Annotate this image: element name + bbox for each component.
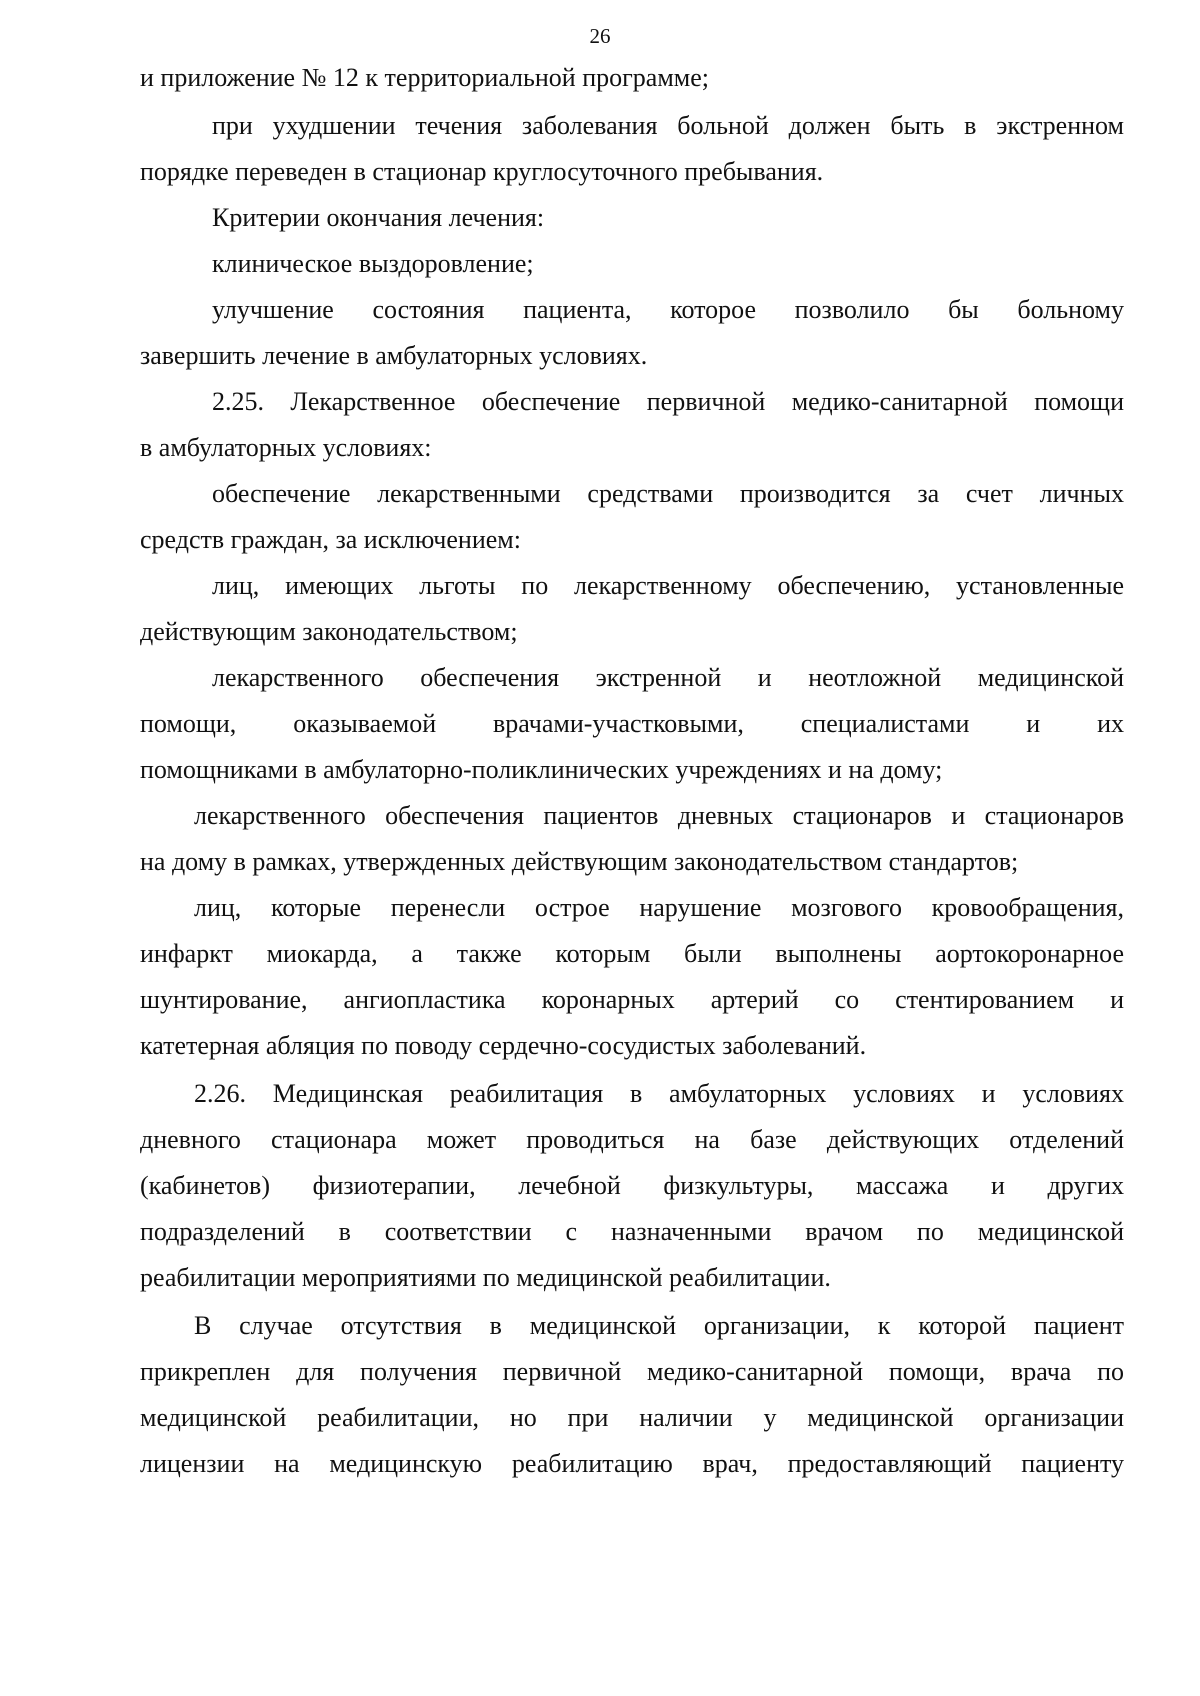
text-line: лицензии на медицинскую реабилитацию врач, предоставляющий пациенту <box>140 1449 1124 1478</box>
text-line: порядке переведен в стационар круглосуточного пребывания. <box>140 157 824 186</box>
text-line: инфаркт миокарда, а также которым были выполнены аортокоронарное <box>140 939 1124 968</box>
text-line: клиническое выздоровление; <box>212 249 534 278</box>
text-line: 2.25. Лекарственное обеспечение первичной медико-санитарной помощи <box>212 387 1124 416</box>
text-line: на дому в рамках, утвержденных действующим законодательством стандартов; <box>140 847 1019 876</box>
text-line: и приложение № 12 к территориальной программе; <box>140 63 710 92</box>
text-line: 2.26. Медицинская реабилитация в амбулаторных условиях и условиях <box>194 1079 1124 1108</box>
text-line: медицинской реабилитации, но при наличии у медицинской организации <box>140 1403 1124 1432</box>
text-line: катетерная абляция по поводу сердечно-сосудистых заболеваний. <box>140 1031 867 1060</box>
text-line: лиц, имеющих льготы по лекарственному обеспечению, установленные <box>212 571 1124 600</box>
text-line: средств граждан, за исключением: <box>140 525 521 554</box>
text-line: (кабинетов) физиотерапии, лечебной физкультуры, массажа и других <box>140 1171 1124 1200</box>
text-line: шунтирование, ангиопластика коронарных артерий со стентированием и <box>140 985 1124 1014</box>
text-line: лекарственного обеспечения экстренной и неотложной медицинской <box>212 663 1124 692</box>
text-line: реабилитации мероприятиями по медицинской реабилитации. <box>140 1263 831 1292</box>
text-line: лекарственного обеспечения пациентов дневных стационаров и стационаров <box>194 801 1124 830</box>
text-line: завершить лечение в амбулаторных условиях. <box>140 341 648 370</box>
text-line: действующим законодательством; <box>140 617 518 646</box>
text-line: подразделений в соответствии с назначенными врачом по медицинской <box>140 1217 1124 1246</box>
text-line: в амбулаторных условиях: <box>140 433 432 462</box>
text-line: лиц, которые перенесли острое нарушение мозгового кровообращения, <box>194 893 1124 922</box>
text-line: Критерии окончания лечения: <box>212 203 545 232</box>
text-line: помощниками в амбулаторно-поликлинических учреждениях и на дому; <box>140 755 943 784</box>
text-line: прикреплен для получения первичной медико-санитарной помощи, врача по <box>140 1357 1124 1386</box>
text-line: улучшение состояния пациента, которое позволило бы больному <box>212 295 1124 324</box>
text-line: помощи, оказываемой врачами-участковыми, специалистами и их <box>140 709 1124 738</box>
page-number: 26 <box>589 24 611 48</box>
text-line: обеспечение лекарственными средствами производится за счет личных <box>212 479 1124 508</box>
text-line: В случае отсутствия в медицинской организации, к которой пациент <box>194 1311 1124 1340</box>
text-line: при ухудшении течения заболевания больной должен быть в экстренном <box>212 111 1124 140</box>
text-line: дневного стационара может проводиться на базе действующих отделений <box>140 1125 1124 1154</box>
